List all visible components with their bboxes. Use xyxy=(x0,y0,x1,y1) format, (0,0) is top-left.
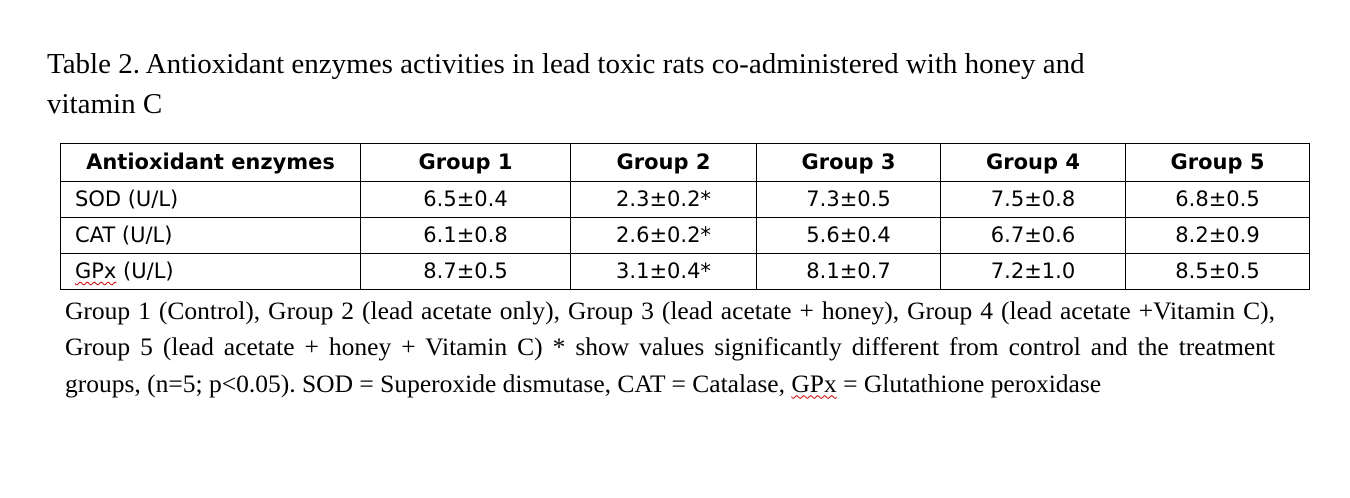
table-cell: 6.7±0.6 xyxy=(941,218,1126,254)
table-cell: 7.5±0.8 xyxy=(941,182,1126,218)
table-cell: 5.6±0.4 xyxy=(757,218,941,254)
table-cell: 6.1±0.8 xyxy=(361,218,571,254)
table-footnote xyxy=(65,293,1275,402)
header-group-2: Group 2 xyxy=(571,144,757,182)
row-label-gpx xyxy=(61,254,361,290)
header-group-4: Group 4 xyxy=(941,144,1126,182)
footnote-text-end: = Glutathione peroxidase xyxy=(836,368,1102,398)
antioxidant-enzymes-table xyxy=(60,143,1310,290)
table-cell: 6.5±0.4 xyxy=(361,182,571,218)
header-antioxidant-enzymes: Antioxidant enzymes xyxy=(61,144,361,182)
footnote-text: Group 1 (Control), Group 2 (lead acetate only), Group 3 (lead acetate + honey), Group 4 (lead acetate +Vitamin C), Group 5 (lead acetate + honey + Vitamin C) * show values significantly different from control and the treatment groups, (n=5; p<0.05). SOD = Superoxide dismutase, CAT = Catalase, xyxy=(65,296,1275,398)
row-label-sod: SOD (U/L) xyxy=(61,182,361,218)
table-cell: 8.2±0.9 xyxy=(1126,218,1310,254)
table-cell: 8.7±0.5 xyxy=(361,254,571,290)
header-group-3: Group 3 xyxy=(757,144,941,182)
table-header-row xyxy=(61,144,1310,182)
table-cell: 2.3±0.2* xyxy=(571,182,757,218)
table-caption xyxy=(47,44,1287,124)
table-row xyxy=(61,218,1310,254)
table-row xyxy=(61,254,1310,290)
table-cell: 7.2±1.0 xyxy=(941,254,1126,290)
table-row xyxy=(61,182,1310,218)
row-label-cat: CAT (U/L) xyxy=(61,218,361,254)
caption-line-2: vitamin C xyxy=(47,88,163,120)
table-cell: 3.1±0.4* xyxy=(571,254,757,290)
table-cell: 6.8±0.5 xyxy=(1126,182,1310,218)
header-group-5: Group 5 xyxy=(1126,144,1310,182)
table-cell: 7.3±0.5 xyxy=(757,182,941,218)
table-cell: 8.5±0.5 xyxy=(1126,254,1310,290)
caption-line-1: Table 2. Antioxidant enzymes activities in lead toxic rats co-administered with honey and xyxy=(47,48,1085,80)
table-cell: 2.6±0.2* xyxy=(571,218,757,254)
header-group-1: Group 1 xyxy=(361,144,571,182)
table-cell: 8.1±0.7 xyxy=(757,254,941,290)
footnote-gpx-abbr: GPx xyxy=(791,368,837,398)
row-label-gpx-abbr: GPx xyxy=(75,259,117,283)
row-label-gpx-unit: (U/L) xyxy=(116,259,174,283)
